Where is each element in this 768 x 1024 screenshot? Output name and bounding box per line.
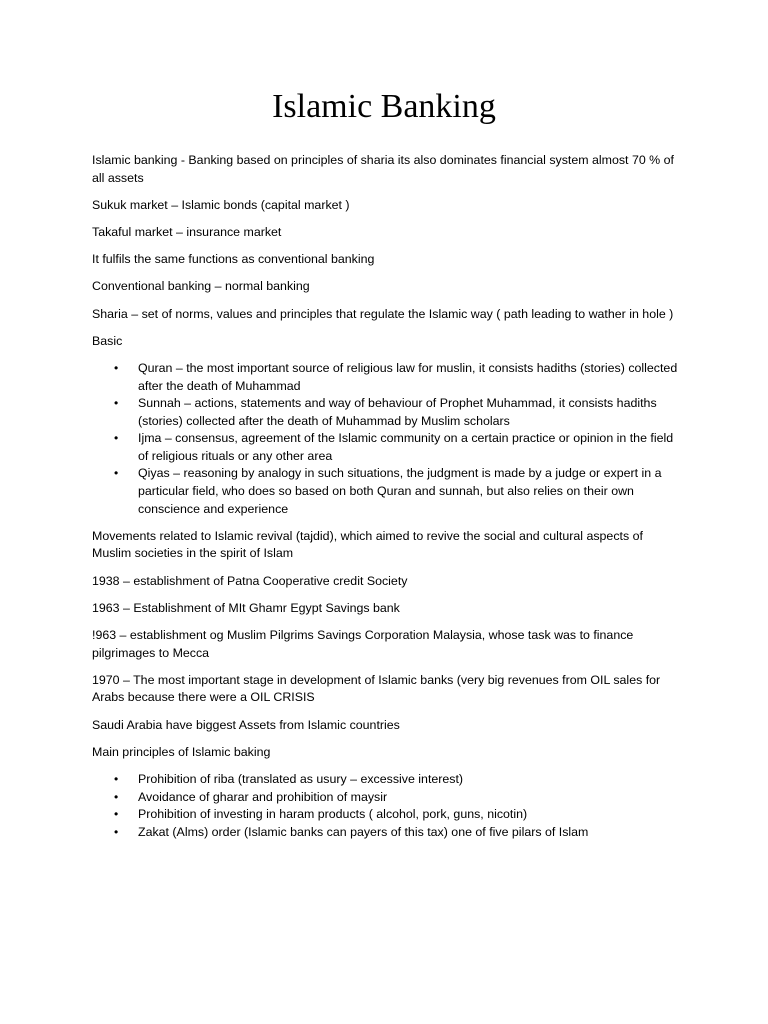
list-item: [92, 430, 682, 465]
list-item: [92, 806, 682, 824]
bullet-icon: •: [114, 789, 119, 804]
paragraph-1963-malaysia: !963 – establishment og Muslim Pilgrims Savings Corporation Malaysia, whose task was to finance pilgrimages to Mecca: [92, 628, 634, 660]
page-title: Islamic Banking: [272, 88, 496, 125]
list-item: [92, 789, 682, 807]
list-item-text: Prohibition of investing in haram products ( alcohol, pork, guns, nicotin): [138, 807, 528, 822]
paragraph-1970: 1970 – The most important stage in development of Islamic banks (very big revenues from OIL sales for Arabs because there were a OIL CRISIS: [92, 672, 661, 705]
list-item: [92, 465, 682, 518]
list-item-text: Quran – the most important source of religious law for muslin, it consists hadiths (stories) collected after the death of Muhammad: [138, 360, 678, 393]
paragraph-basic: Basic: [92, 333, 123, 348]
paragraph-saudi-arabia: Saudi Arabia have biggest Assets from Islamic countries: [92, 717, 400, 732]
list-item: [92, 771, 682, 789]
paragraph-sukuk: Sukuk market – Islamic bonds (capital market ): [92, 197, 350, 212]
principles-list: [92, 771, 682, 841]
list-item-text: Qiyas – reasoning by analogy in such situations, the judgment is made by a judge or expert in a particular field, who does so based on both Quran and sunnah, but also relies on their own conscience and experience: [138, 466, 662, 516]
bullet-icon: •: [114, 396, 119, 411]
bullet-icon: •: [114, 807, 119, 822]
bullet-icon: •: [114, 466, 119, 481]
list-item-text: Prohibition of riba (translated as usury – excessive interest): [138, 771, 464, 786]
list-item: [92, 824, 682, 842]
basic-sources-list: [92, 360, 682, 518]
list-item-text: Sunnah – actions, statements and way of behaviour of Prophet Muhammad, it consists hadiths (stories) collected after the death of Muhammad by Muslim scholars: [138, 396, 657, 428]
bullet-icon: •: [114, 431, 119, 446]
paragraph-sharia: Sharia – set of norms, values and principles that regulate the Islamic way ( path leading to wather in hole ): [92, 306, 674, 321]
bullet-icon: •: [114, 824, 119, 839]
paragraph-1963: 1963 – Establishment of MIt Ghamr Egypt Savings bank: [92, 600, 400, 615]
list-item: [92, 395, 682, 430]
list-item-text: Ijma – consensus, agreement of the Islamic community on a certain practice or opinion in the field of religious rituals or any other area: [138, 431, 674, 463]
paragraph-islamic-banking: Islamic banking - Banking based on principles of sharia its also dominates financial system almost 70 % of all assets: [92, 153, 674, 185]
paragraph-main-principles: Main principles of Islamic baking: [92, 744, 271, 759]
paragraph-takaful: Takaful market – insurance market: [92, 224, 282, 239]
list-item-text: Avoidance of gharar and prohibition of maysir: [138, 789, 388, 804]
bullet-icon: •: [114, 771, 119, 786]
document-body: [92, 152, 682, 851]
list-item-text: Zakat (Alms) order (Islamic banks can payers of this tax) one of five pilars of Islam: [138, 824, 589, 839]
list-item: [92, 360, 682, 395]
paragraph-1938: 1938 – establishment of Patna Cooperative credit Society: [92, 573, 408, 588]
paragraph-movements: Movements related to Islamic revival (tajdid), which aimed to revive the social and cultural aspects of Muslim societies in the spirit of Islam: [92, 528, 643, 561]
paragraph-functions: It fulfils the same functions as conventional banking: [92, 252, 375, 267]
paragraph-conventional: Conventional banking – normal banking: [92, 279, 310, 294]
bullet-icon: •: [114, 360, 119, 375]
